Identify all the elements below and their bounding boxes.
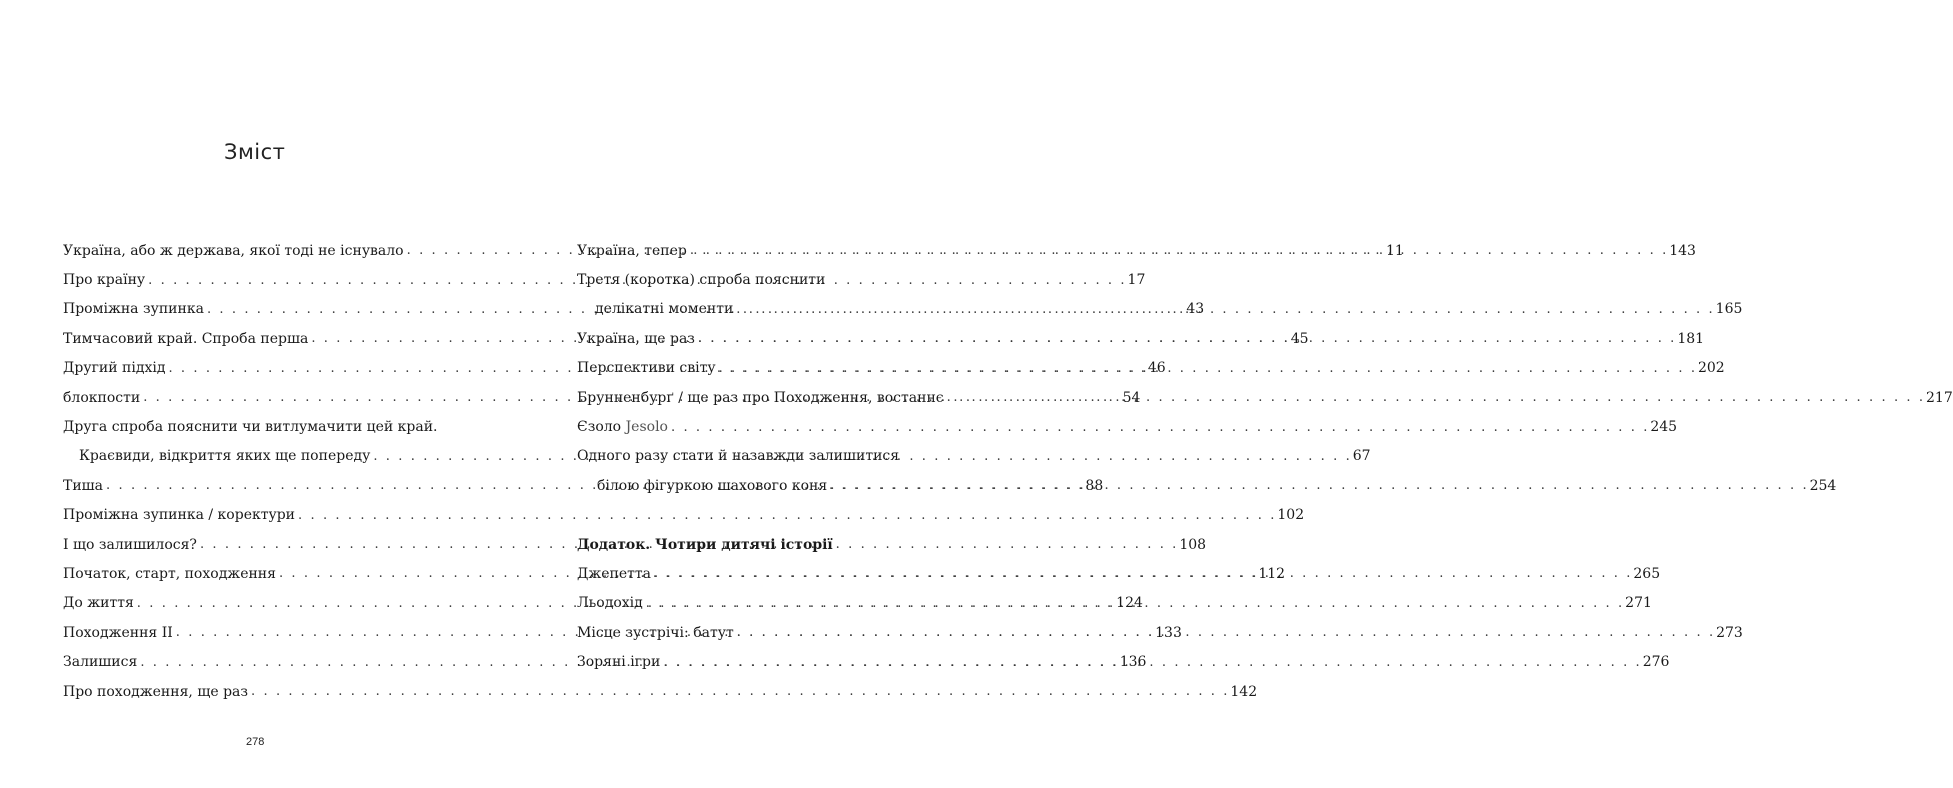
toc-entry-title: Третя (коротка) спроба пояснити [577,272,826,289]
toc-entry-title: Початок, старт, походження [63,565,276,582]
toc-entry-title-main: Єзоло [577,419,622,436]
toc-entry-title: Льодохід [577,595,643,612]
toc-entry-page: 165 [1715,301,1743,318]
dot-leader [660,655,1642,670]
toc-entry-page: 273 [1716,624,1743,641]
dot-leader [827,478,1809,493]
toc-entry-title: Зоряні ігри [577,654,661,671]
toc-entry-page: 217 [1926,389,1953,406]
toc-entry-title: білою фігуркою шахового коня [597,477,828,494]
toc-entry-title: Друга спроба пояснити чи витлумачити цей край. [63,419,438,436]
toc-entry-title: Проміжна зупинка / коректури [63,507,296,524]
toc-entry[interactable] [63,501,1305,530]
toc-entry-page: 88 [1085,477,1104,494]
toc-entry-page: 276 [1642,654,1670,671]
toc-entry-title: Одного разу стати й назавжди залишитися [577,448,900,465]
toc-entry-page: 43 [1186,301,1205,318]
toc-entry-page: 17 [1127,272,1146,289]
toc-entry-title: Тиша [63,477,104,494]
toc-entry-title: Походження II [63,624,173,641]
appendix-title: Додаток. Чотири дитячі історії [577,536,833,553]
toc-entry-page: 11 [1385,242,1404,259]
toc-entry-page: 124 [1116,595,1143,612]
toc-entry-title: Україна, тепер [577,242,687,259]
toc-entry-title: Про походження, ще раз [63,683,249,700]
toc-entry-title: Краєвиди, відкриття яких ще попереду [79,448,371,465]
spacer [577,501,957,530]
toc-entry-continued[interactable] [63,412,443,441]
toc-entry-continued[interactable] [577,265,957,294]
toc-entry-title: Про країну [63,272,146,289]
dot-leader [668,420,1650,435]
toc-entry-page: 102 [1277,507,1305,524]
toc-entry-page: 265 [1633,565,1661,582]
toc-entry-page: 136 [1119,654,1147,671]
toc-entry-title [577,419,668,435]
toc-entry-title: До життя [63,595,134,612]
toc-entry-continued[interactable] [577,442,957,471]
toc-entry-page: 181 [1677,330,1705,347]
page-number: 278 [246,736,265,748]
dot-leader [716,361,1698,376]
dot-leader [651,566,1633,581]
dot-leader [248,684,1230,699]
toc-entry-page: 142 [1230,683,1258,700]
dot-leader [695,331,1677,346]
toc-entry-page: 143 [1669,242,1696,259]
toc-entry-page: 54 [1122,389,1141,406]
dot-leader [734,625,1716,640]
toc-entry-page: 271 [1625,595,1652,612]
toc-entry-title: Україна, ще раз [577,330,695,347]
toc-entry-title: І що залишилося? [63,536,197,553]
toc-entry-page: 46 [1147,360,1166,377]
toc-entry-page: 112 [1258,565,1286,582]
dot-leader [944,390,1926,405]
appendix-heading[interactable] [577,530,957,559]
dot-leader [733,302,1715,317]
toc-entry-page: 202 [1697,360,1725,377]
dot-leader [643,596,1625,611]
toc-entry-page: 67 [1352,448,1371,465]
toc-entry-page: 133 [1155,624,1182,641]
toc-entry[interactable] [577,412,1678,441]
toc-entry-title: Перспективи світу [577,360,716,377]
toc-entry-title: Другий підхід [63,360,166,377]
toc-entry-title: делікатні моменти [595,301,734,318]
toc-entry-page: 108 [1179,536,1207,553]
toc-entry-title: Тимчасовий край. Спроба перша [63,330,309,347]
toc-entry-page: 245 [1650,419,1678,436]
toc-entry-page: 45 [1290,330,1309,347]
toc-entry[interactable] [63,677,1258,706]
toc-entry-title: Джепетта [577,565,651,582]
toc-entry-title: Місце зустрічі: батут [577,624,734,641]
toc-entry-page: 254 [1809,477,1837,494]
toc-entry-title: Проміжна зупинка [63,301,204,318]
toc-entry-title: Залишися [63,654,138,671]
toc-entry-title: Брунненбурґ / ще раз про Походження, востаннє [577,389,944,406]
toc-entry-title: блокпости [63,389,141,406]
page-title: Зміст [224,140,286,164]
dot-leader [687,243,1669,258]
toc-entry-title: Україна, або ж держава, якої тоді не існувало [63,242,404,259]
toc-entry-title-latin: Jesolo [625,419,668,436]
